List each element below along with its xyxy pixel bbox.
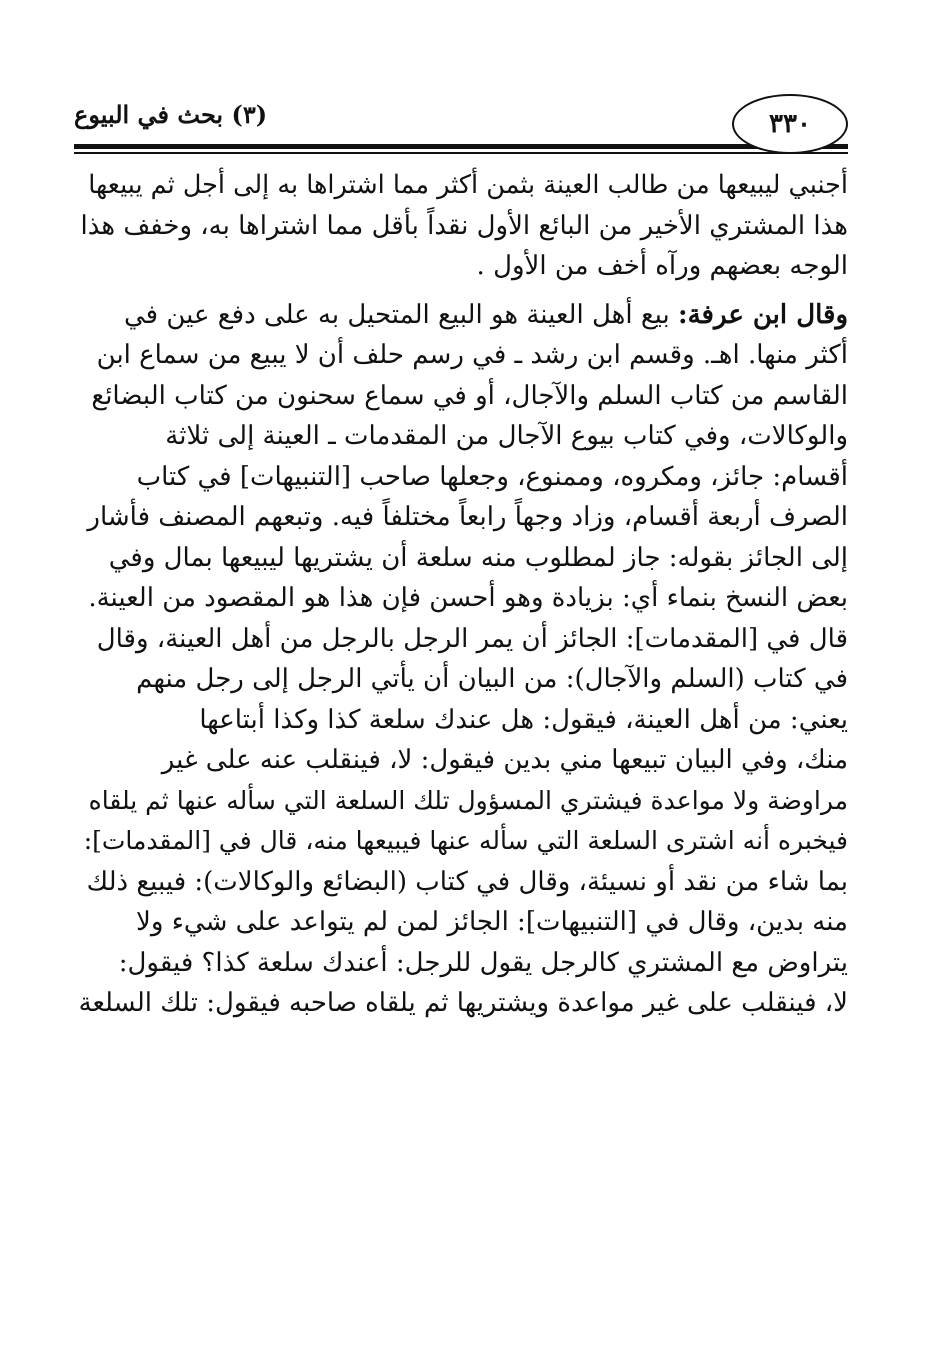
text-line <box>74 781 848 822</box>
line-text: يعني: من أهل العينة، فيقول: هل عندك سلعة كذا وكذا أبتاعها <box>199 704 848 735</box>
text-line <box>74 740 848 781</box>
line-text: القاسم من كتاب السلم والآجال، أو في سماع سحنون من كتاب البضائع <box>91 380 848 411</box>
text-line <box>74 246 848 287</box>
page-header <box>74 92 848 154</box>
text-line <box>74 497 848 538</box>
line-text: بيع أهل العينة هو البيع المتحيل به على دفع عين في <box>124 299 670 330</box>
text-line <box>74 659 848 700</box>
line-text: في كتاب (السلم والآجال): من البيان أن يأتي الرجل إلى رجل منهم <box>136 664 848 694</box>
text-line <box>74 206 848 247</box>
line-text: يتراوض مع المشتري كالرجل يقول للرجل: أعندك سلعة كذا؟ فيقول: <box>118 947 848 978</box>
text-line <box>74 538 848 579</box>
header-rule-thick <box>74 144 848 149</box>
text-line <box>74 983 848 1024</box>
body-text <box>74 165 848 1024</box>
paragraph <box>74 295 848 1024</box>
text-line <box>74 862 848 903</box>
line-text: الوجه بعضهم ورآه أخف من الأول . <box>476 251 848 281</box>
line-text: لا، فينقلب على غير مواعدة ويشتريها ثم يلقاه صاحبه فيقول: تلك السلعة <box>78 988 848 1018</box>
text-line <box>74 416 848 457</box>
text-line <box>74 700 848 741</box>
line-text: منه بدين، وقال في [التنبيهات]: الجائز لمن لم يتواعد على شيء ولا <box>136 907 848 937</box>
text-line <box>74 376 848 417</box>
page-number: ٣٣٠ <box>732 94 848 154</box>
line-text: الصرف أربعة أقسام، وزاد وجهاً رابعاً مختلفاً فيه. وتبعهم المصنف فأشار <box>87 502 848 532</box>
line-text: بعض النسخ بنماء أي: بزيادة وهو أحسن فإن هذا هو المقصود من العينة. <box>88 583 848 613</box>
line-text: والوكالات، وفي كتاب بيوع الآجال من المقدمات ـ العينة إلى ثلاثة <box>165 421 848 451</box>
line-text: إلى الجائز بقوله: جاز لمطلوب منه سلعة أن يشتريها ليبيعها بمال وفي <box>108 542 848 573</box>
line-text: هذا المشتري الأخير من البائع الأول نقداً بأقل مما اشتراها به، وخفف هذا <box>80 210 848 241</box>
line-text: أجنبي ليبيعها من طالب العينة بثمن أكثر مما اشتراها به إلى أجل ثم يبيعها <box>88 170 848 200</box>
text-line <box>74 578 848 619</box>
text-line <box>74 295 848 336</box>
text-line <box>74 619 848 660</box>
text-line <box>74 457 848 498</box>
text-line <box>74 821 848 862</box>
running-title: (٣) بحث في البيوع <box>74 100 268 129</box>
line-text: أكثر منها. اهـ. وقسم ابن رشد ـ في رسم حلف أن لا يبيع من سماع ابن <box>96 340 848 370</box>
text-line <box>74 165 848 206</box>
line-text: أقسام: جائز، ومكروه، وممنوع، وجعلها صاحب [التنبيهات] في كتاب <box>136 461 848 492</box>
line-text: مراوضة ولا مواعدة فيشتري المسؤول تلك السلعة التي سأله عنها ثم يلقاه <box>88 785 848 815</box>
line-text: قال في [المقدمات]: الجائز أن يمر الرجل بالرجل من أهل العينة، وقال <box>96 623 848 654</box>
header-rule-thin <box>74 152 848 154</box>
text-line <box>74 335 848 376</box>
line-text: منك، وفي البيان تبيعها مني بدين فيقول: لا، فينقلب عنه على غير <box>161 745 848 775</box>
line-text: بما شاء من نقد أو نسيئة، وقال في كتاب (البضائع والوكالات): فيبيع ذلك <box>86 866 848 897</box>
text-line <box>74 902 848 943</box>
text-line <box>74 943 848 984</box>
line-text: فيخبره أنه اشترى السلعة التي سأله عنها فيبيعها منه، قال في [المقدمات]: <box>83 826 848 855</box>
paragraph <box>74 165 848 287</box>
paragraph-lead: وقال ابن عرفة: <box>678 299 848 330</box>
